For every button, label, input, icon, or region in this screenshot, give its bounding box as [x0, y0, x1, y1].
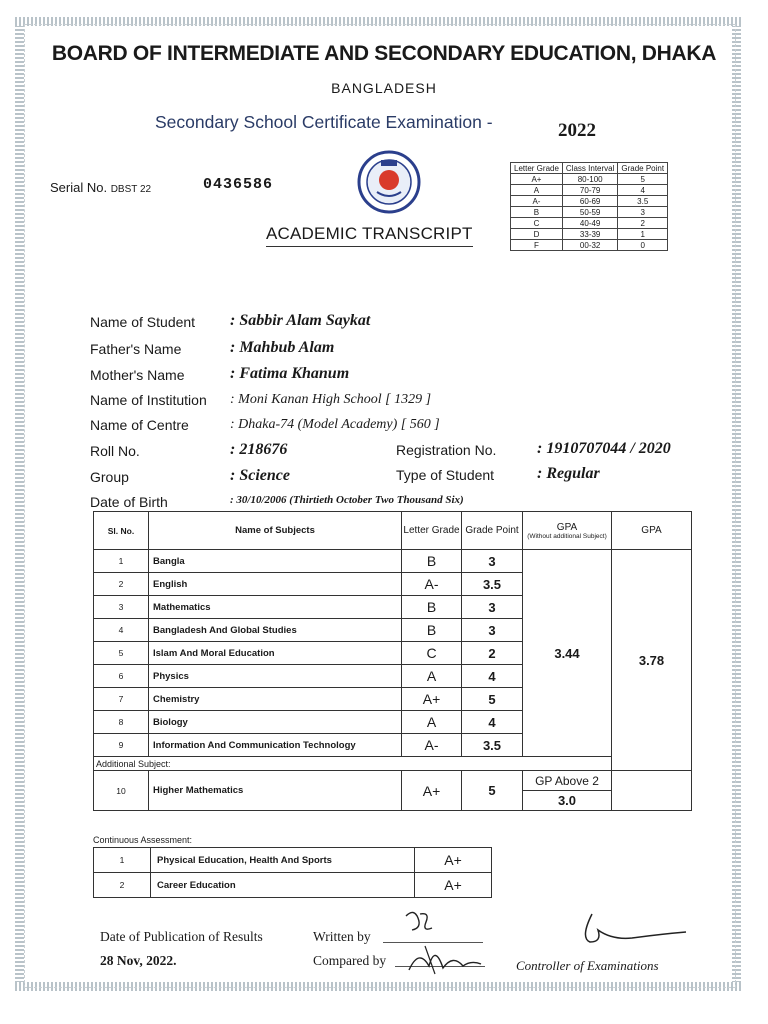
subject-row: 1 Bangla B 3 3.44 3.78: [94, 550, 692, 573]
student-name: : Sabbir Alam Saykat: [230, 312, 371, 329]
centre-label: Name of Centre: [90, 417, 189, 433]
subject-row: 2 English A- 3.5: [94, 573, 692, 596]
exam-year: 2022: [558, 120, 596, 141]
mother-name: : Fatima Khanum: [230, 365, 350, 382]
grade-scale-row: A- 60-69 3.5: [511, 196, 668, 207]
compared-by-label: Compared by: [313, 953, 387, 968]
col-header-letter-grade: Letter Grade: [402, 512, 462, 550]
continuous-assessment-table: [93, 847, 492, 898]
student-type: : Regular: [537, 465, 600, 482]
dob-label: Date of Birth: [90, 494, 168, 510]
serial-number: 0436586: [203, 176, 274, 193]
transcript-title: ACADEMIC TRANSCRIPT: [266, 224, 473, 247]
written-by-signature-icon: [400, 906, 440, 940]
results-table: [93, 511, 692, 811]
country-name: BANGLADESH: [331, 80, 437, 96]
additional-subject-label-row: Additional Subject:: [94, 757, 692, 771]
subject-row: 7 Chemistry A+ 5: [94, 688, 692, 711]
grade-scale-row: D 33-39 1: [511, 229, 668, 240]
controller-signature-icon: [572, 908, 692, 952]
subject-row: 9 Information And Communication Technology A- 3.5: [94, 734, 692, 757]
exam-name: Secondary School Certificate Examination -: [155, 112, 493, 132]
grade-scale-row: A+ 80-100 5: [511, 174, 668, 185]
col-header-grade-point: Grade Point: [462, 512, 523, 550]
controller-label: Controller of Examinations: [516, 958, 659, 973]
subject-row: 4 Bangladesh And Global Studies B 3: [94, 619, 692, 642]
father-name-label: Father's Name: [90, 341, 182, 357]
gp-above-cell: GP Above 2 3.0: [523, 771, 612, 811]
assessment-row: 2 Career Education A+: [94, 873, 492, 898]
student-name-label: Name of Student: [90, 314, 196, 330]
group-value: : Science: [230, 467, 290, 484]
grade-scale-row: B 50-59 3: [511, 207, 668, 218]
col-header-subject: Name of Subjects: [149, 512, 402, 550]
assessment-row: 1 Physical Education, Health And Sports A+: [94, 848, 492, 873]
roll-label: Roll No.: [90, 443, 140, 459]
subject-row: 8 Biology A 4: [94, 711, 692, 734]
grade-scale-row: F 00-32 0: [511, 240, 668, 251]
grade-scale-row: A 70-79 4: [511, 185, 668, 196]
grade-scale-row: C 40-49 2: [511, 218, 668, 229]
gpa-value: 3.78: [612, 550, 692, 771]
registration-label: Registration No.: [396, 442, 497, 458]
date-of-birth: : 30/10/2006 (Thirtieth October Two Thousand Six): [230, 494, 464, 506]
col-header-gpa-without-additional: GPA (Without additional Subject): [523, 512, 612, 550]
serial-label: Serial No. DBST 22: [50, 180, 152, 195]
grade-scale-header: Class Interval: [562, 163, 617, 174]
institution-label: Name of Institution: [90, 392, 207, 408]
board-seal-icon: [355, 148, 423, 216]
registration-number: : 1910707044 / 2020: [537, 440, 671, 457]
continuous-assessment-label: Continuous Assessment:: [93, 835, 193, 845]
subject-row: 3 Mathematics B 3: [94, 596, 692, 619]
group-label: Group: [90, 469, 129, 485]
gpa-without-additional: 3.44: [523, 550, 612, 757]
father-name: : Mahbub Alam: [230, 339, 335, 356]
publication-label: Date of Publication of Results: [100, 929, 263, 944]
compared-by-signature-icon: [405, 940, 485, 980]
student-type-label: Type of Student: [396, 467, 495, 483]
grade-scale-table: [510, 162, 668, 251]
written-by-label: Written by: [313, 929, 371, 944]
institution-name: : Moni Kanan High School [ 1329 ]: [230, 392, 432, 407]
grade-scale-header: Grade Point: [618, 163, 668, 174]
col-header-sl: Sl. No.: [94, 512, 149, 550]
subject-row: 6 Physics A 4: [94, 665, 692, 688]
centre-name: : Dhaka-74 (Model Academy) [ 560 ]: [230, 417, 440, 432]
board-name: BOARD OF INTERMEDIATE AND SECONDARY EDUCATION, DHAKA: [51, 42, 717, 65]
roll-number: : 218676: [230, 441, 288, 458]
col-header-gpa: GPA: [612, 512, 692, 550]
publication-date: 28 Nov, 2022.: [100, 953, 177, 968]
additional-subject-row: 10 Higher Mathematics A+ 5 GP Above 2 3.0: [94, 771, 692, 811]
subject-row: 5 Islam And Moral Education C 2: [94, 642, 692, 665]
grade-scale-header: Letter Grade: [511, 163, 563, 174]
mother-name-label: Mother's Name: [90, 367, 185, 383]
